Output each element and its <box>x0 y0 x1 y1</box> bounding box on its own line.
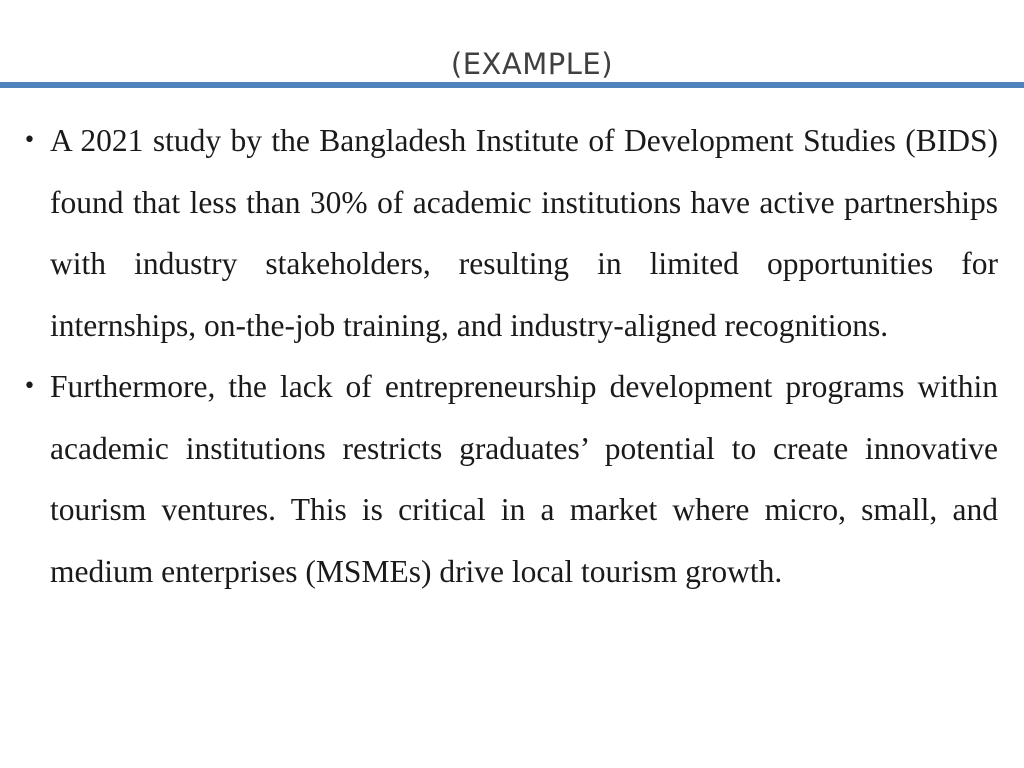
bullet-text: A 2021 study by the Bangladesh Institute of Development Studies (BIDS) found that less than 30% of academic institutions have active partnerships with industry stakeholders, resulting in limited opportunities for internships, on-the-job training, and industry-aligned recognitions. <box>50 123 998 343</box>
slide-title: (EXAMPLE) <box>450 47 614 81</box>
bullet-text: Furthermore, the lack of entrepreneurship development programs within academic institutions restricts graduates’ potential to create innovative tourism ventures. This is critical in a market where micro, small, and medium enterprises (MSMEs) drive local tourism growth. <box>50 369 998 589</box>
title-underline <box>0 82 1024 88</box>
bullet-icon: • <box>23 374 36 399</box>
bullet-list <box>0 110 1024 602</box>
bullet-item <box>23 356 998 602</box>
bullet-item <box>23 110 998 356</box>
bullet-icon: • <box>23 128 36 153</box>
